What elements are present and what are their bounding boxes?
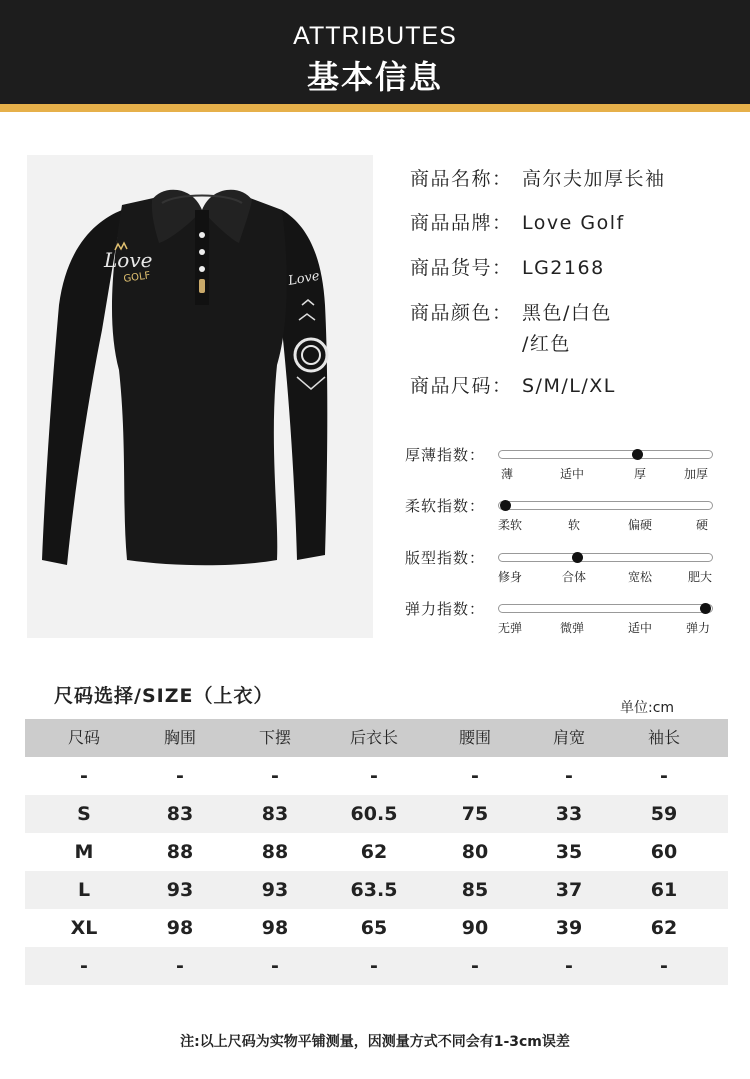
table-row (25, 909, 728, 947)
table-cell: - (176, 955, 184, 977)
table-cell: XL (70, 917, 98, 939)
table-cell: 65 (360, 917, 388, 939)
scale-fit (405, 547, 725, 587)
scale-softness (405, 495, 725, 535)
scale-track (498, 604, 713, 613)
header-title-cn: 基本信息 (306, 58, 443, 96)
table-cell: - (80, 765, 88, 787)
measurement-note: 注:以上尺码为实物平铺测量，因测量方式不同会有1-3cm误差 (180, 1034, 570, 1050)
table-cell: 98 (166, 917, 194, 939)
scale-indicator-dot (500, 500, 511, 511)
scale-track (498, 450, 713, 459)
scale-tick: 合体 (562, 570, 587, 584)
table-cell: 83 (261, 803, 289, 825)
chest-logo-sub: GOLF (122, 270, 152, 285)
scale-tick: 宽松 (628, 570, 653, 584)
size-chart-title: 尺码选择/SIZE（上衣） (54, 685, 274, 707)
table-cell: 39 (555, 917, 583, 939)
scale-tick: 肥大 (688, 570, 713, 584)
table-cell: 33 (555, 803, 583, 825)
scale-tick: 加厚 (684, 467, 709, 481)
attribute-size: 商品尺码： S/M/L/XL (410, 375, 616, 397)
table-cell: - (271, 955, 279, 977)
scale-ticks (498, 568, 713, 584)
header-banner (0, 0, 750, 104)
scale-tick: 微弹 (560, 621, 585, 635)
scale-tick: 适中 (628, 621, 653, 635)
table-cell: - (370, 765, 378, 787)
table-cell: S (77, 803, 91, 825)
table-cell: M (74, 841, 94, 863)
table-row (25, 795, 728, 833)
scale-tick: 偏硬 (628, 518, 653, 532)
table-cell: - (565, 955, 573, 977)
table-row (25, 947, 728, 985)
table-header-cell: 袖长 (647, 728, 680, 747)
product-photo (27, 155, 373, 638)
scale-tick: 软 (568, 518, 581, 532)
table-cell: 59 (650, 803, 678, 825)
scale-tick: 厚 (634, 467, 647, 481)
table-cell: 63.5 (350, 879, 398, 901)
table-header-cell: 尺码 (67, 728, 100, 747)
table-cell: - (370, 955, 378, 977)
scale-tick: 硬 (696, 518, 709, 532)
table-cell: - (471, 765, 479, 787)
table-cell: - (660, 955, 668, 977)
scale-elasticity (405, 598, 725, 638)
scale-track (498, 553, 713, 562)
header-accent-stripe (0, 104, 750, 112)
header-title-en: ATTRIBUTES (293, 22, 457, 50)
table-cell: 80 (461, 841, 489, 863)
table-row (25, 871, 728, 909)
scale-label: 弹力指数： (405, 600, 486, 618)
table-cell: 83 (166, 803, 194, 825)
table-header-cell: 下摆 (258, 728, 291, 747)
table-row (25, 757, 728, 795)
scale-indicator-dot (632, 449, 643, 460)
table-cell: 62 (650, 917, 678, 939)
table-cell: 88 (166, 841, 194, 863)
scale-ticks (498, 516, 713, 532)
scale-label: 柔软指数： (405, 497, 486, 515)
size-table-header (25, 719, 728, 757)
table-cell: 60.5 (350, 803, 398, 825)
scale-tick: 修身 (498, 570, 523, 584)
scale-tick: 适中 (560, 467, 585, 481)
scale-ticks (498, 465, 713, 481)
table-cell: - (565, 765, 573, 787)
table-header-cell: 肩宽 (552, 728, 585, 747)
scale-tick: 柔软 (498, 518, 523, 532)
table-cell: 61 (650, 879, 678, 901)
scale-tick: 薄 (501, 467, 514, 481)
table-row (25, 833, 728, 871)
attribute-brand: 商品品牌： Love Golf (410, 212, 625, 234)
table-cell: 98 (261, 917, 289, 939)
table-cell: 62 (360, 841, 388, 863)
scale-indicator-dot (572, 552, 583, 563)
table-cell: - (176, 765, 184, 787)
scale-indicator-dot (700, 603, 711, 614)
scale-tick: 无弹 (498, 621, 523, 635)
polo-shirt-illustration (27, 155, 373, 638)
table-cell: 90 (461, 917, 489, 939)
scale-label: 版型指数： (405, 549, 486, 567)
chest-logo-text: Love (104, 248, 153, 272)
table-header-cell: 腰围 (458, 728, 491, 747)
scale-label: 厚薄指数： (405, 446, 486, 464)
scale-tick: 弹力 (686, 621, 711, 635)
scale-track (498, 501, 713, 510)
attribute-sku: 商品货号： LG2168 (410, 257, 605, 279)
attribute-color-cont: /红色 (522, 333, 571, 355)
table-cell: - (660, 765, 668, 787)
table-header-cell: 后衣长 (349, 728, 398, 747)
table-header-cell: 胸围 (163, 728, 196, 747)
table-cell: - (80, 955, 88, 977)
table-cell: - (271, 765, 279, 787)
table-cell: 93 (166, 879, 194, 901)
table-cell: 37 (555, 879, 583, 901)
table-cell: 85 (461, 879, 489, 901)
scale-thickness (405, 444, 725, 484)
table-cell: 88 (261, 841, 289, 863)
table-cell: - (471, 955, 479, 977)
table-cell: 93 (261, 879, 289, 901)
sleeve-logo-text: Love (287, 268, 321, 289)
attribute-color: 商品颜色： 黑色/白色 (410, 302, 612, 324)
table-cell: L (77, 879, 91, 901)
scale-ticks (498, 619, 713, 635)
table-cell: 75 (461, 803, 489, 825)
table-cell: 60 (650, 841, 678, 863)
size-chart-unit: 单位:cm (620, 700, 675, 716)
attribute-name: 商品名称： 高尔夫加厚长袖 (410, 168, 666, 190)
table-cell: 35 (555, 841, 583, 863)
